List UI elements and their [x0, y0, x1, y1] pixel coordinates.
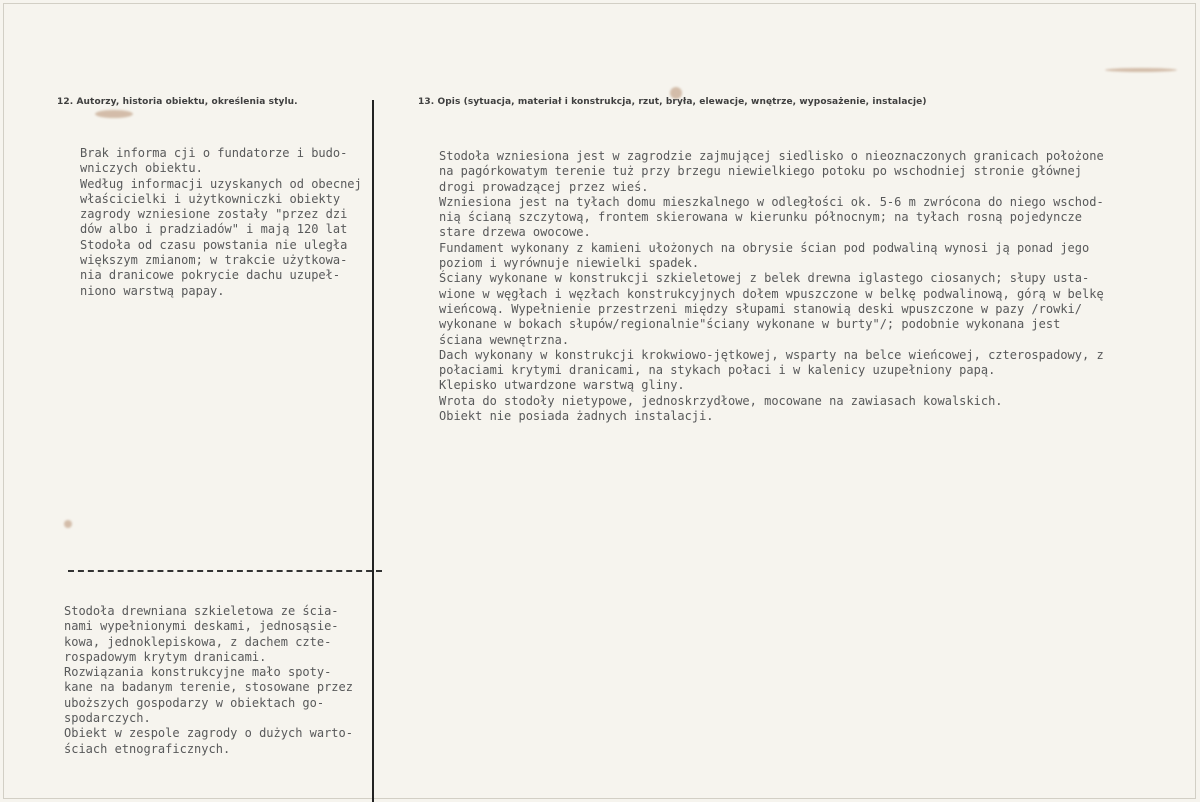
- paper-stain: [64, 520, 72, 528]
- paper-stain: [95, 110, 133, 118]
- section-12-heading: 12. Autorzy, historia obiektu, określenia stylu.: [57, 97, 298, 107]
- column-divider: [372, 100, 374, 802]
- history-text: Brak informa cji o fundatorze i budo- wniczych obiektu. Według informacji uzyskanych od obecnej właścicielki i użytkowniczki obiekty zagrody wzniesione zostały "przez dzi dów albo i pradziadów" i mają 120 lat Stodoła od czasu powstania nie uległa większym zmianom; w trakcie użytkowa- nia dranicowe pokrycie dachu uzupeł- niono warstwą papay.: [80, 146, 362, 298]
- style-classification-text: Stodoła drewniana szkieletowa ze ścia- nami wypełnionymi deskami, jednosąsie- kowa, jednoklepiskowa, z dachem czte- rospadowym krytym dranicami. Rozwiązania konstrukcyjne mało spoty- kane na badanym terenie, stosowane przez uboższych gospodarzy w obiektach go- spodarczych. Obiekt w zespole zagrody o dużych warto- ściach etnograficznych.: [64, 604, 353, 756]
- paper-stain: [1105, 68, 1177, 72]
- description-text: Stodoła wzniesiona jest w zagrodzie zajmującej siedlisko o nieoznaczonych granicach położone na pagórkowatym terenie tuż przy brzegu niewielkiego potoku po wschodniej stronie głównej drogi prowadzącej przez wieś. Wzniesiona jest na tyłach domu mieszkalnego w odległości ok. 5-6 m zwrócona do niego wschod- nią ścianą szczytową, frontem skierowana w kierunku północnym; na tyłach rosną pojedyncze stare drzewa owocowe. Fundament wykonany z kamieni ułożonych na obrysie ścian pod podwaliną wynosi ją ponad jego poziom i wyrównuje niewielki spadek. Ściany wykonane w konstrukcji szkieletowej z belek drewna iglastego ciosanych; słupy usta- wione w węgłach i węzłach konstrukcyjnych dołem wpuszczone w belkę podwalinową, górą w belkę wieńcową. Wypełnienie przestrzeni między słupami stanowią deski wpuszczone w pazy /rowki/ wykonane w bokach słupów/regionalnie"ściany wykonane w burty"/; podobnie wykonana jest ściana wewnętrzna. Dach wykonany w konstrukcji krokwiowo-jętkowej, wsparty na belce wieńcowej, czterospadowy, z połaciami krytymi dranicami, na stykach połaci i w kalenicy uzupełniony papą. Klepisko utwardzone warstwą gliny. Wrota do stodoły nietypowe, jednoskrzydłowe, mocowane na zawiasach kowalskich. Obiekt nie posiada żadnych instalacji.: [439, 149, 1104, 424]
- section-13-heading: 13. Opis (sytuacja, materiał i konstrukcja, rzut, bryła, elewacje, wnętrze, wyposażenie, instalacje): [418, 97, 927, 107]
- dashed-separator: [68, 570, 382, 572]
